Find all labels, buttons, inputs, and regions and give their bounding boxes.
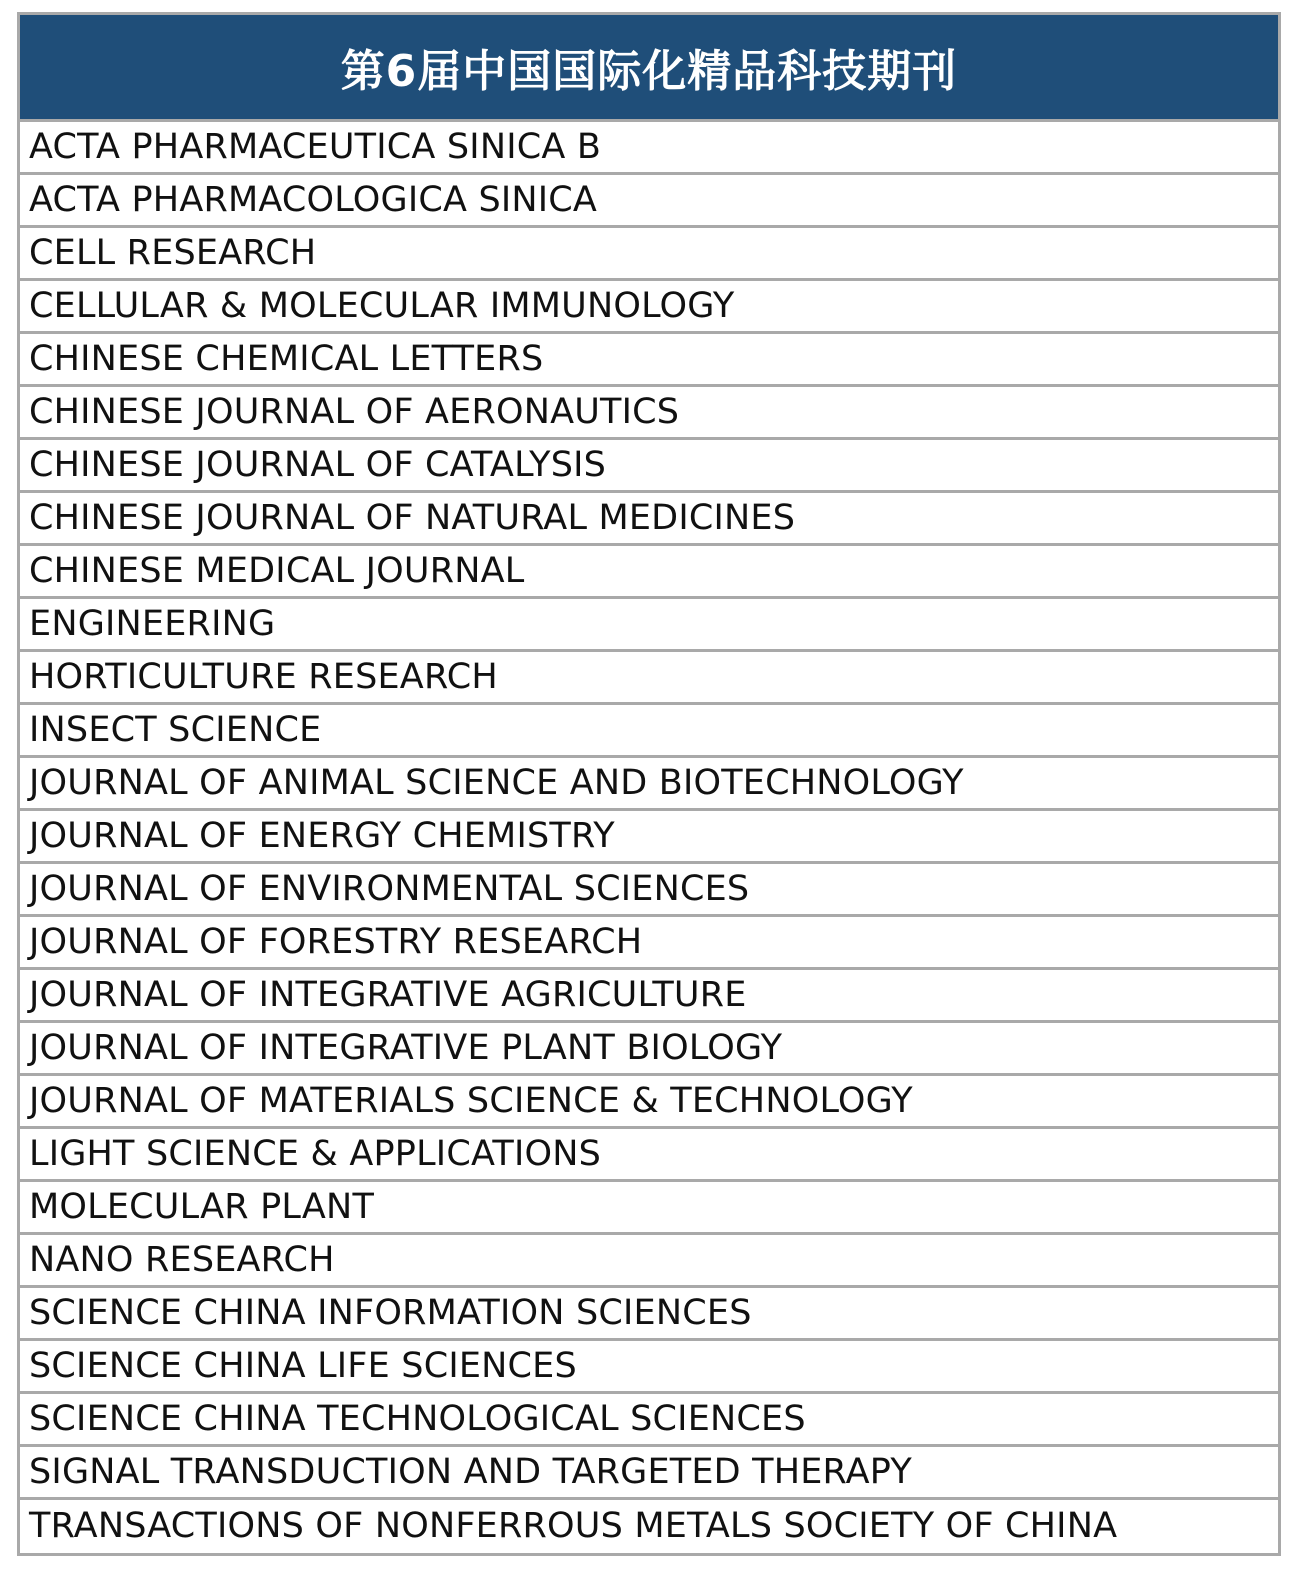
table-row — [20, 175, 1278, 228]
journal-name: SCIENCE CHINA INFORMATION SCIENCES — [29, 1292, 752, 1333]
table-row — [20, 1182, 1278, 1235]
journal-name: CHINESE CHEMICAL LETTERS — [29, 338, 544, 379]
table-row — [20, 1076, 1278, 1129]
table-row — [20, 440, 1278, 493]
journal-name: TRANSACTIONS OF NONFERROUS METALS SOCIETY OF CHINA — [29, 1506, 1118, 1546]
table-row — [20, 122, 1278, 175]
table-row — [20, 1500, 1278, 1553]
journal-name: MOLECULAR PLANT — [29, 1186, 375, 1227]
table-row — [20, 1394, 1278, 1447]
table-row — [20, 334, 1278, 387]
table-row — [20, 1129, 1278, 1182]
table-row — [20, 599, 1278, 652]
journal-list — [20, 122, 1278, 1553]
journal-name: SIGNAL TRANSDUCTION AND TARGETED THERAPY — [29, 1451, 912, 1492]
journal-name: SCIENCE CHINA TECHNOLOGICAL SCIENCES — [29, 1398, 806, 1439]
table-title: 第6届中国国际化精品科技期刊 — [340, 46, 958, 97]
journal-name: ACTA PHARMACEUTICA SINICA B — [29, 126, 602, 167]
table-row — [20, 652, 1278, 705]
table-row — [20, 758, 1278, 811]
table-row — [20, 705, 1278, 758]
journal-name: HORTICULTURE RESEARCH — [29, 656, 498, 697]
journal-name: CELLULAR & MOLECULAR IMMUNOLOGY — [29, 285, 735, 326]
journal-name: CHINESE JOURNAL OF CATALYSIS — [29, 444, 607, 485]
journal-name: JOURNAL OF FORESTRY RESEARCH — [29, 921, 643, 962]
table-row — [20, 864, 1278, 917]
table-row — [20, 387, 1278, 440]
journal-name: INSECT SCIENCE — [29, 709, 322, 750]
journal-table — [17, 12, 1281, 1556]
journal-name: JOURNAL OF ENERGY CHEMISTRY — [29, 815, 615, 856]
table-row — [20, 546, 1278, 599]
table-row — [20, 970, 1278, 1023]
journal-name: JOURNAL OF MATERIALS SCIENCE & TECHNOLOGY — [29, 1080, 913, 1121]
journal-name: ENGINEERING — [29, 603, 276, 644]
table-row — [20, 1341, 1278, 1394]
journal-name: JOURNAL OF INTEGRATIVE PLANT BIOLOGY — [29, 1027, 783, 1068]
table-row — [20, 228, 1278, 281]
journal-name: JOURNAL OF ENVIRONMENTAL SCIENCES — [29, 868, 750, 909]
journal-name: CHINESE JOURNAL OF NATURAL MEDICINES — [29, 497, 796, 538]
table-row — [20, 1447, 1278, 1500]
journal-name: CHINESE JOURNAL OF AERONAUTICS — [29, 391, 680, 432]
table-row — [20, 917, 1278, 970]
journal-name: LIGHT SCIENCE & APPLICATIONS — [29, 1133, 602, 1174]
journal-name: NANO RESEARCH — [29, 1239, 335, 1280]
table-row — [20, 1235, 1278, 1288]
table-header — [20, 15, 1278, 122]
table-row — [20, 1023, 1278, 1076]
journal-name: JOURNAL OF INTEGRATIVE AGRICULTURE — [29, 974, 747, 1015]
table-row — [20, 1288, 1278, 1341]
journal-name: JOURNAL OF ANIMAL SCIENCE AND BIOTECHNOLOGY — [29, 762, 964, 803]
journal-name: ACTA PHARMACOLOGICA SINICA — [29, 179, 598, 220]
journal-name: CELL RESEARCH — [29, 232, 317, 273]
table-row — [20, 493, 1278, 546]
table-row — [20, 281, 1278, 334]
journal-name: CHINESE MEDICAL JOURNAL — [29, 550, 525, 591]
journal-name: SCIENCE CHINA LIFE SCIENCES — [29, 1345, 577, 1386]
table-row — [20, 811, 1278, 864]
